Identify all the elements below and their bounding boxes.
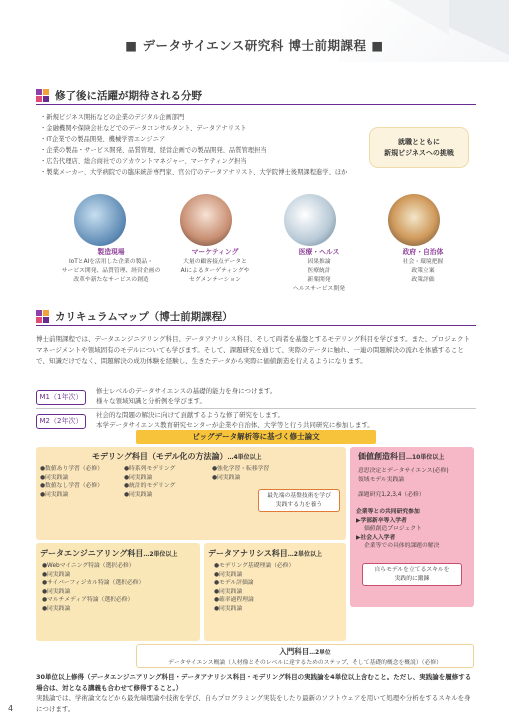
curriculum-diagram — [36, 430, 474, 670]
intro-units: …2単位 — [309, 650, 331, 656]
course-item: ●同実践論 — [124, 491, 153, 498]
curriculum-heading — [36, 309, 476, 326]
value-note — [362, 563, 462, 586]
list-item: ・広告代理店、総合商社でのアカウントマネジャー、マーケティング担当 — [40, 158, 247, 165]
requirements-bold: 30単位以上修得（データエンジニアリング科目・データアナリシス科目・モデリング科目の実践論を4単位以上含むこと。ただし、実践論を履修する場合は、対となる講義も合わせて修得すること。） — [36, 673, 472, 692]
value-units: …10単位以上 — [406, 454, 445, 461]
modeling-col1 — [40, 465, 103, 499]
note-line: 実践的に鍛錬 — [394, 575, 430, 582]
course-item: ●同実践論 — [214, 588, 243, 595]
field-government — [370, 246, 476, 285]
callout-line: 就職とともに — [398, 138, 440, 146]
value-line: 企業等での具体的課題の解決 — [364, 543, 440, 550]
field-desc — [266, 258, 372, 294]
section-icon — [36, 89, 49, 102]
field-desc-line: 医療統計 — [307, 268, 331, 274]
marketing-photo — [180, 194, 232, 246]
value-line: 課題研究1,2,3,4（必修） — [358, 492, 425, 498]
course-item: ●同実践論 — [42, 588, 71, 595]
level-badge: M2（2年次） — [36, 414, 86, 429]
page-title: ■ データサイエンス研究科 博士前期課程 ■ — [125, 38, 384, 53]
value-line: ▶学部新卒等入学者 — [356, 517, 407, 524]
modeling-title-text: モデリング科目（モデル化の方法論） — [92, 452, 228, 461]
manufacturing-photo — [74, 194, 126, 246]
level-line-text: 社会的な問題の解決に向けて貢献するような修了研究をします。 — [96, 411, 284, 419]
field-desc-line: 大量の顧客接点データと — [183, 259, 247, 265]
field-title: 医療・ヘルス — [298, 248, 340, 256]
course-item: ●数値なし学習（必修） — [40, 483, 104, 490]
modeling-title — [92, 451, 262, 462]
course-item: ●強化学習・転移学習 — [212, 466, 270, 472]
course-item: ●同実践論 — [214, 605, 243, 612]
list-item: ・IT企業での製品開発、機械学習エンジニア — [40, 136, 166, 143]
course-item: ●モデル評価論 — [214, 580, 254, 587]
list-item: ・新規ビジネス開拓などの企業のデジタル企画部門 — [40, 114, 185, 121]
note-line: 最先端の基盤技術を学び — [267, 493, 331, 499]
value-item — [358, 491, 425, 500]
medical-photo — [284, 194, 336, 246]
value-line: 意思決定とデータサイエンス(必修) — [358, 468, 449, 474]
requirements-desc: 実践論では、学術論文などから最先端理論や技術を学び、自らプログラミング実装をしたり最新のソフトウェアを用いて処理や分析をするスキルを身につけます。 — [36, 694, 471, 713]
field-desc-line: サービス開発、品質管理、経営企画の — [61, 268, 161, 274]
modeling-col2 — [124, 465, 175, 499]
analysis-title — [208, 548, 322, 559]
curriculum-intro: 博士前期課程では、データエンジニアリング科目、データアナリシス科目、そして両者を基盤とするモデリング科目を学びます。また、プロジェクトマネージメントや領域固有のモデルについても学びます。そして、課題研究を通じて、実際のデータに触れ、一連の問題解決の流れを体感することで、知識だけでなく、問題解決の成功体験を経験し、生きたデータから実際に価値創造を行えるようになります。 — [36, 335, 470, 365]
value-line: 価値創造プロジェクト — [364, 526, 422, 533]
field-desc — [162, 258, 268, 285]
page-number: 4 — [8, 704, 14, 713]
modeling-box — [36, 447, 346, 540]
engineering-box — [36, 543, 200, 641]
field-marketing — [162, 246, 268, 285]
value-title-text: 価値創造科目 — [358, 452, 406, 461]
level-text — [96, 386, 476, 406]
field-desc-line: AIによるターゲティングや — [180, 268, 250, 274]
value-item — [358, 467, 449, 484]
analysis-box — [204, 543, 346, 641]
course-item: ●Webマイニング特論（選択必修） — [42, 563, 135, 569]
list-item: ・金融機関や保険会社などでのデータコンサルタント、データアナリスト — [40, 125, 247, 132]
field-medical — [266, 246, 372, 294]
career-list — [40, 112, 380, 178]
career-callout — [369, 127, 469, 168]
field-desc-line: 政策評価 — [411, 277, 435, 283]
field-title: 政府・自治体 — [402, 248, 444, 256]
value-line: ▶社会人入学者 — [356, 534, 396, 541]
value-title — [358, 451, 444, 462]
level-line-text: 様々な領域知識と分析例を学びます。 — [96, 397, 206, 405]
course-item: ●数値あり学習（必修） — [40, 466, 104, 472]
field-desc-line: 改革や新たなサービスの創造 — [73, 277, 149, 283]
course-item: ●同実践論 — [42, 605, 71, 612]
level-line-text: 本学データサイエンス教育研究センターが企業や自治体、大学等と行う共同研究に参加します。 — [96, 421, 374, 429]
modeling-units: …4単位以上 — [227, 454, 262, 461]
course-item: ●同実践論 — [40, 491, 69, 498]
field-title: マーケティング — [191, 248, 239, 256]
field-desc — [370, 258, 476, 285]
value-box — [350, 447, 474, 607]
engineering-list — [42, 562, 144, 614]
analysis-list — [214, 562, 294, 614]
course-item: ●同実践論 — [42, 571, 71, 578]
field-desc — [58, 258, 164, 285]
requirements-text — [36, 672, 474, 714]
course-item: ●統計的モデリング — [124, 483, 176, 490]
note-line: 自らモデルを立てるスキルを — [374, 567, 450, 573]
level-text — [96, 410, 476, 430]
field-title: 製造現場 — [97, 248, 125, 256]
government-photo — [388, 194, 440, 246]
curriculum-title: カリキュラムマップ（博士前期課程） — [55, 311, 233, 323]
field-desc-line: 因果推論 — [307, 259, 331, 265]
value-item — [356, 508, 439, 551]
corner-decoration — [389, 0, 449, 35]
field-photos — [52, 194, 472, 244]
course-item: ●サイバーフィジカル特論（選択必修） — [42, 580, 145, 587]
thesis-label: ビッグデータ解析等に基づく修士論文 — [136, 430, 376, 444]
course-item: ●確率過程理論 — [214, 597, 254, 604]
field-desc-line: 新薬開発 — [307, 277, 331, 283]
careers-heading — [36, 88, 476, 105]
field-desc-line: セグメンテーション — [189, 277, 241, 283]
intro-desc: データサイエンス概論（人材像とそのレベルに達するためのステップ、そして基礎的概念を概説）（必修） — [168, 660, 442, 666]
list-item: ・製薬メーカー、大学病院での臨床統計専門家、官公庁のデータアナリスト、大学院博士後期課程進学、ほか — [40, 169, 348, 176]
intro-title-text: 入門科目 — [279, 647, 310, 656]
intro-box — [136, 644, 474, 668]
field-desc-line: 政策立案 — [411, 268, 435, 274]
course-item: ●時系列モデリング — [124, 466, 176, 472]
analysis-title-text: データアナリシス科目 — [208, 549, 288, 558]
value-line: 企業等との共同研究参加 — [356, 509, 420, 515]
intro-title — [137, 646, 473, 657]
course-item: ●モデリング基礎理論（必修） — [214, 563, 295, 569]
field-manufacturing — [58, 246, 164, 285]
note-line: 実践する力を養う — [275, 501, 323, 508]
section-icon — [36, 310, 49, 323]
modeling-col3 — [212, 465, 269, 482]
callout-line: 新規ビジネスへの挑戦 — [384, 149, 454, 157]
careers-title: 修了後に活躍が期待される分野 — [55, 90, 202, 102]
course-item: ●同実践論 — [212, 474, 241, 481]
course-item: ●同実践論 — [124, 474, 153, 481]
engineering-title-text: データエンジニアリング科目 — [40, 549, 144, 558]
modeling-note — [258, 489, 340, 512]
level-line-text: 修士レベルのデータサイエンスの基礎的能力を身につけます。 — [96, 387, 277, 395]
field-desc-line: 社会・環境把握 — [402, 259, 444, 265]
engineering-units: …2単位以上 — [143, 551, 178, 558]
divider — [36, 408, 476, 409]
level-badge: M1（1年次） — [36, 390, 86, 405]
course-item: ●マルチメディア特論（選択必修） — [42, 597, 134, 604]
engineering-title — [40, 548, 178, 559]
field-desc-line: IoTとAIを活用した企業の製品・ — [68, 259, 154, 265]
course-item: ●同実践論 — [40, 474, 69, 481]
value-line: 領域モデル実践論 — [358, 476, 405, 483]
analysis-units: …2単位以上 — [287, 551, 322, 558]
list-item: ・企業の製品・サービス開発、品質管理、経営企画での製品開発、品質管理担当 — [40, 147, 267, 154]
field-desc-line: ヘルスサービス開発 — [293, 286, 345, 292]
course-item: ●同実践論 — [214, 571, 243, 578]
